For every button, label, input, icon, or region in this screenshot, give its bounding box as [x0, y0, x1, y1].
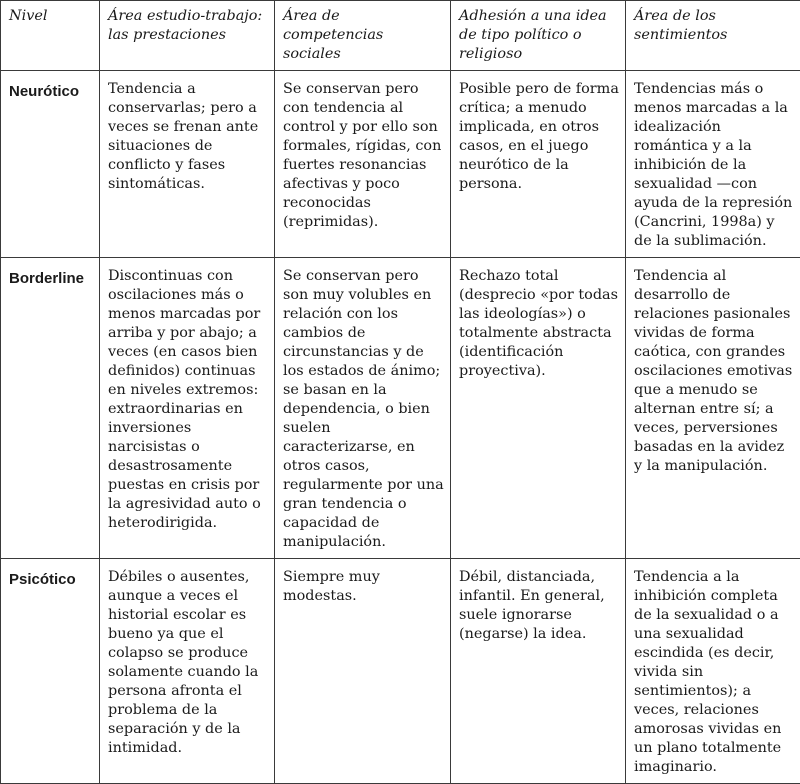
table-cell: Se conservan pero con tendencia al control y por ello son formales, rígidas, con fuertes resonancias afectivas y poco reconocidas (reprimidas). — [275, 71, 451, 258]
table-row — [1, 71, 800, 258]
table-cell: Tendencias más o menos marcadas a la idealización romántica y a la inhibición de la sexualidad —con ayuda de la represión (Cancrini, 1998a) y de la sublimación. — [626, 71, 800, 258]
table-row — [1, 258, 800, 559]
header-estudio-trabajo: Área estudio-trabajo: las prestaciones — [100, 1, 275, 71]
table-cell: Tendencia a conservarlas; pero a veces se frenan ante situaciones de conflicto y fases sintomáticas. — [100, 71, 275, 258]
table-cell: Débil, distanciada, infantil. En general, suele ignorarse (negarse) la idea. — [451, 559, 626, 784]
level-label: Neurótico — [1, 71, 100, 258]
table-cell: Tendencia a la inhibición completa de la sexualidad o a una sexualidad escindida (es decir, vivida sin sentimientos); a veces, relaciones amorosas vividas en un plano totalmente imaginario. — [626, 559, 800, 784]
table-cell: Tendencia al desarrollo de relaciones pasionales vividas de forma caótica, con grandes oscilaciones emotivas que a menudo se alternan entre sí; a veces, perversiones basadas en la avidez y la manipulación. — [626, 258, 800, 559]
header-adhesion-idea: Adhesión a una idea de tipo político o religioso — [451, 1, 626, 71]
level-label: Borderline — [1, 258, 100, 559]
header-nivel: Nivel — [1, 1, 100, 71]
header-sentimientos: Área de los sentimientos — [626, 1, 800, 71]
table-cell: Rechazo total (desprecio «por todas las ideologías») o totalmente abstracta (identificación proyectiva). — [451, 258, 626, 559]
table-cell: Se conservan pero son muy volubles en relación con los cambios de circunstancias y de los estados de ánimo; se basan en la dependencia, o bien suelen caracterizarse, en otros casos, regularmente por una gran tendencia o capacidad de manipulación. — [275, 258, 451, 559]
header-row — [1, 1, 800, 71]
table-cell: Posible pero de forma crítica; a menudo implicada, en otros casos, en el juego neurótico de la persona. — [451, 71, 626, 258]
level-label: Psicótico — [1, 559, 100, 784]
table-cell: Siempre muy modestas. — [275, 559, 451, 784]
table-cell: Débiles o ausentes, aunque a veces el historial escolar es bueno ya que el colapso se produce solamente cuando la persona afronta el problema de la separación y de la intimidad. — [100, 559, 275, 784]
table-row — [1, 559, 800, 784]
header-competencias-sociales: Área de competencias sociales — [275, 1, 451, 71]
table-cell: Discontinuas con oscilaciones más o menos marcadas por arriba y por abajo; a veces (en casos bien definidos) continuas en niveles extremos: extraordinarias en inversiones narcisistas o desastrosamente puestas en crisis por la agresividad auto o heterodirigida. — [100, 258, 275, 559]
